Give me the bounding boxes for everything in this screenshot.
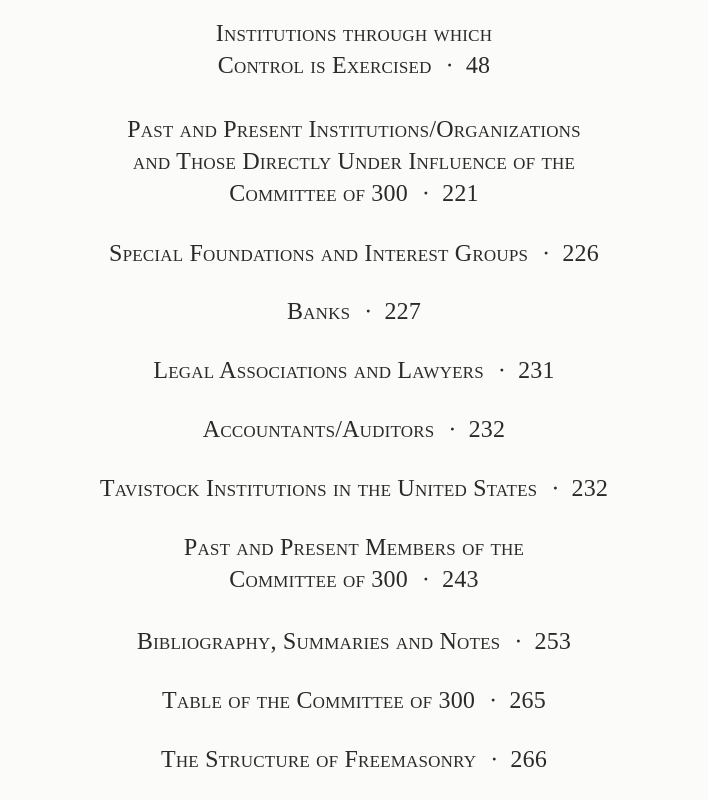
toc-entry-title-line: Tavistock Institutions in the United States (99, 476, 538, 502)
toc-page-number: 266 (510, 747, 548, 773)
toc-entry-title-line: Past and Present Members of the (183, 535, 525, 561)
toc-separator: · (421, 567, 431, 593)
toc-separator: · (489, 688, 498, 714)
toc-separator: · (421, 181, 431, 207)
toc-entry-title-line: Control is Exercised (217, 53, 432, 79)
toc-entry (0, 473, 708, 505)
toc-separator: · (551, 476, 560, 502)
toc-separator: · (497, 358, 507, 384)
toc-entry-title-line: Legal Associations and Lawyers (153, 358, 484, 384)
toc-page-number: 232 (571, 476, 609, 502)
toc-page-number: 226 (562, 241, 599, 267)
toc-separator: · (364, 299, 373, 325)
toc-page-number: 221 (442, 181, 479, 207)
toc-entry-title-line: Special Foundations and Interest Groups (109, 241, 529, 267)
toc-entry-title-line: Committee of 300 (229, 567, 408, 593)
toc-entry (0, 114, 708, 210)
toc-page-number: 265 (509, 688, 546, 714)
toc-separator: · (542, 241, 551, 267)
toc-separator: · (445, 53, 454, 79)
toc-entry (0, 532, 708, 596)
toc-entry-title-line: Accountants/Auditors (202, 417, 435, 443)
toc-entry (0, 414, 708, 446)
toc-entry (0, 296, 708, 328)
toc-entry-title-line: Institutions through which (215, 21, 493, 47)
toc-entry-title-line: Table of the Committee of 300 (162, 688, 476, 714)
toc-entry-title-line: Bibliography, Summaries and Notes (136, 629, 501, 655)
toc-entry-title-line: and Those Directly Under Influence of the (132, 149, 576, 175)
toc-entry-title-line: Committee of 300 (229, 181, 408, 207)
toc-page-number: 243 (442, 567, 479, 593)
toc-separator: · (514, 629, 523, 655)
toc-entry (0, 355, 708, 387)
toc-page-number: 232 (468, 417, 506, 443)
toc-entry (0, 626, 708, 658)
toc-entry (0, 238, 708, 270)
toc-page-number: 253 (534, 629, 572, 655)
toc-entry-title-line: Banks (286, 299, 351, 325)
toc-page-number: 231 (518, 358, 555, 384)
toc-entry (0, 744, 708, 776)
toc-separator: · (490, 747, 499, 773)
toc-entry-title-line: The Structure of Freemasonry (160, 747, 477, 773)
toc-entry-title-line: Past and Present Institutions/Organizations (127, 117, 581, 143)
toc-separator: · (448, 417, 457, 443)
toc-page-number: 227 (384, 299, 422, 325)
toc-entry (0, 18, 708, 82)
toc-entry (0, 685, 708, 717)
toc-page-number: 48 (465, 53, 491, 79)
